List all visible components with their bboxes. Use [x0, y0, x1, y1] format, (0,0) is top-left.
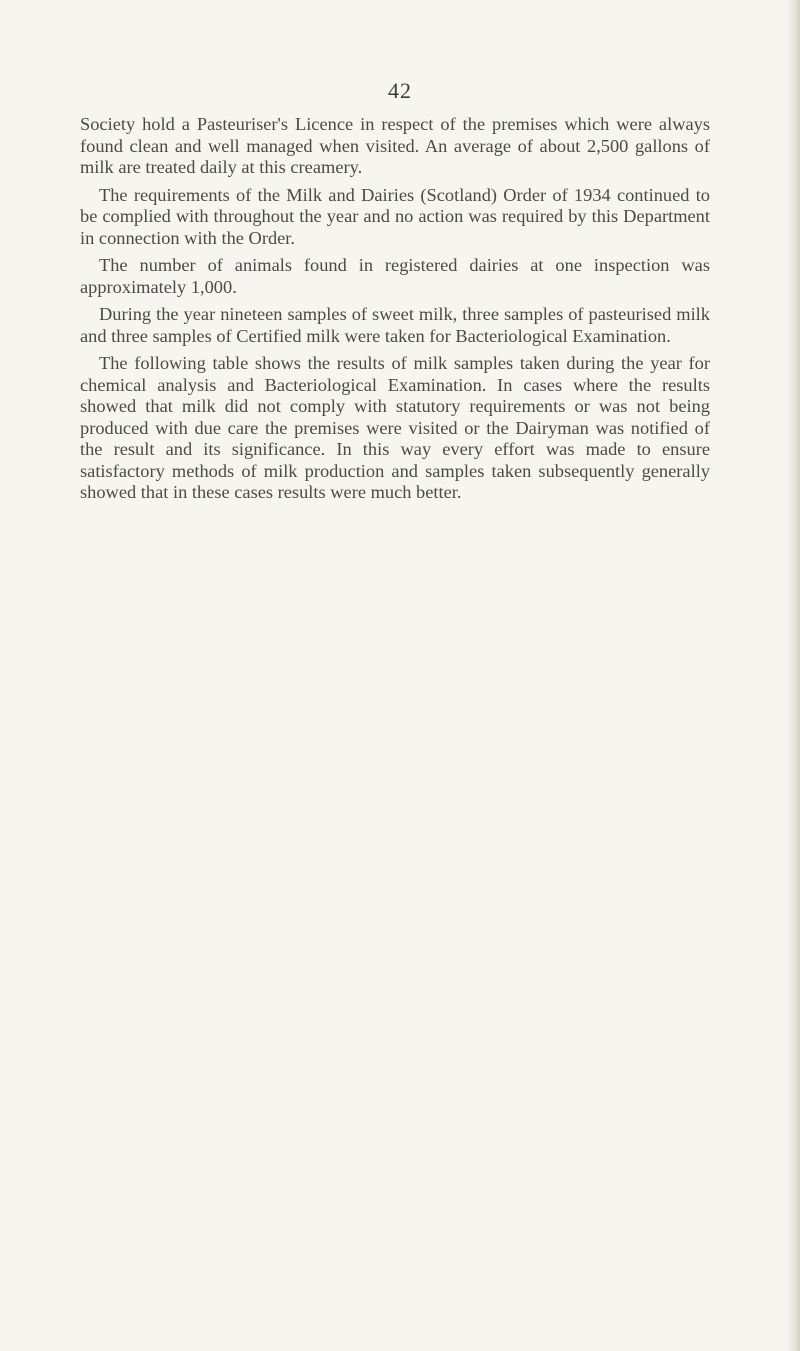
paragraph-animals-inspection: The number of animals found in registered dairies at one inspection was approximately 1,000.: [80, 255, 710, 297]
paragraph-pasteuriser-licence: Society hold a Pasteuriser's Licence in respect of the premises which were always found clean and well managed when visited. An average of about 2,500 gallons of milk are treated daily at this creamery.: [80, 114, 710, 177]
page-number: 42: [388, 78, 412, 103]
paragraph-milk-dairies-order: The requirements of the Milk and Dairies (Scotland) Order of 1934 continued to be complied with throughout the year and no action was required by this Department in connection with the Order.: [80, 184, 710, 248]
page-edge-shadow: [786, 0, 800, 1351]
paragraph-results-table-intro: The following table shows the results of milk samples taken during the year for chemical analysis and Bacteriological Examination. In cases where the results showed that milk did not comply with statutory requirements or was not being produced with due care the premises were visited or the Dairyman was notified of the result and its significance. In this way every effort was made to ensure satisfactory methods of milk production and samples taken subsequently generally showed that in these cases results were much better.: [80, 353, 710, 502]
paragraph-samples-taken: During the year nineteen samples of sweet milk, three samples of pasteurised milk and three samples of Certified milk were taken for Bacteriological Examination.: [80, 304, 710, 346]
body-text: [80, 114, 710, 510]
